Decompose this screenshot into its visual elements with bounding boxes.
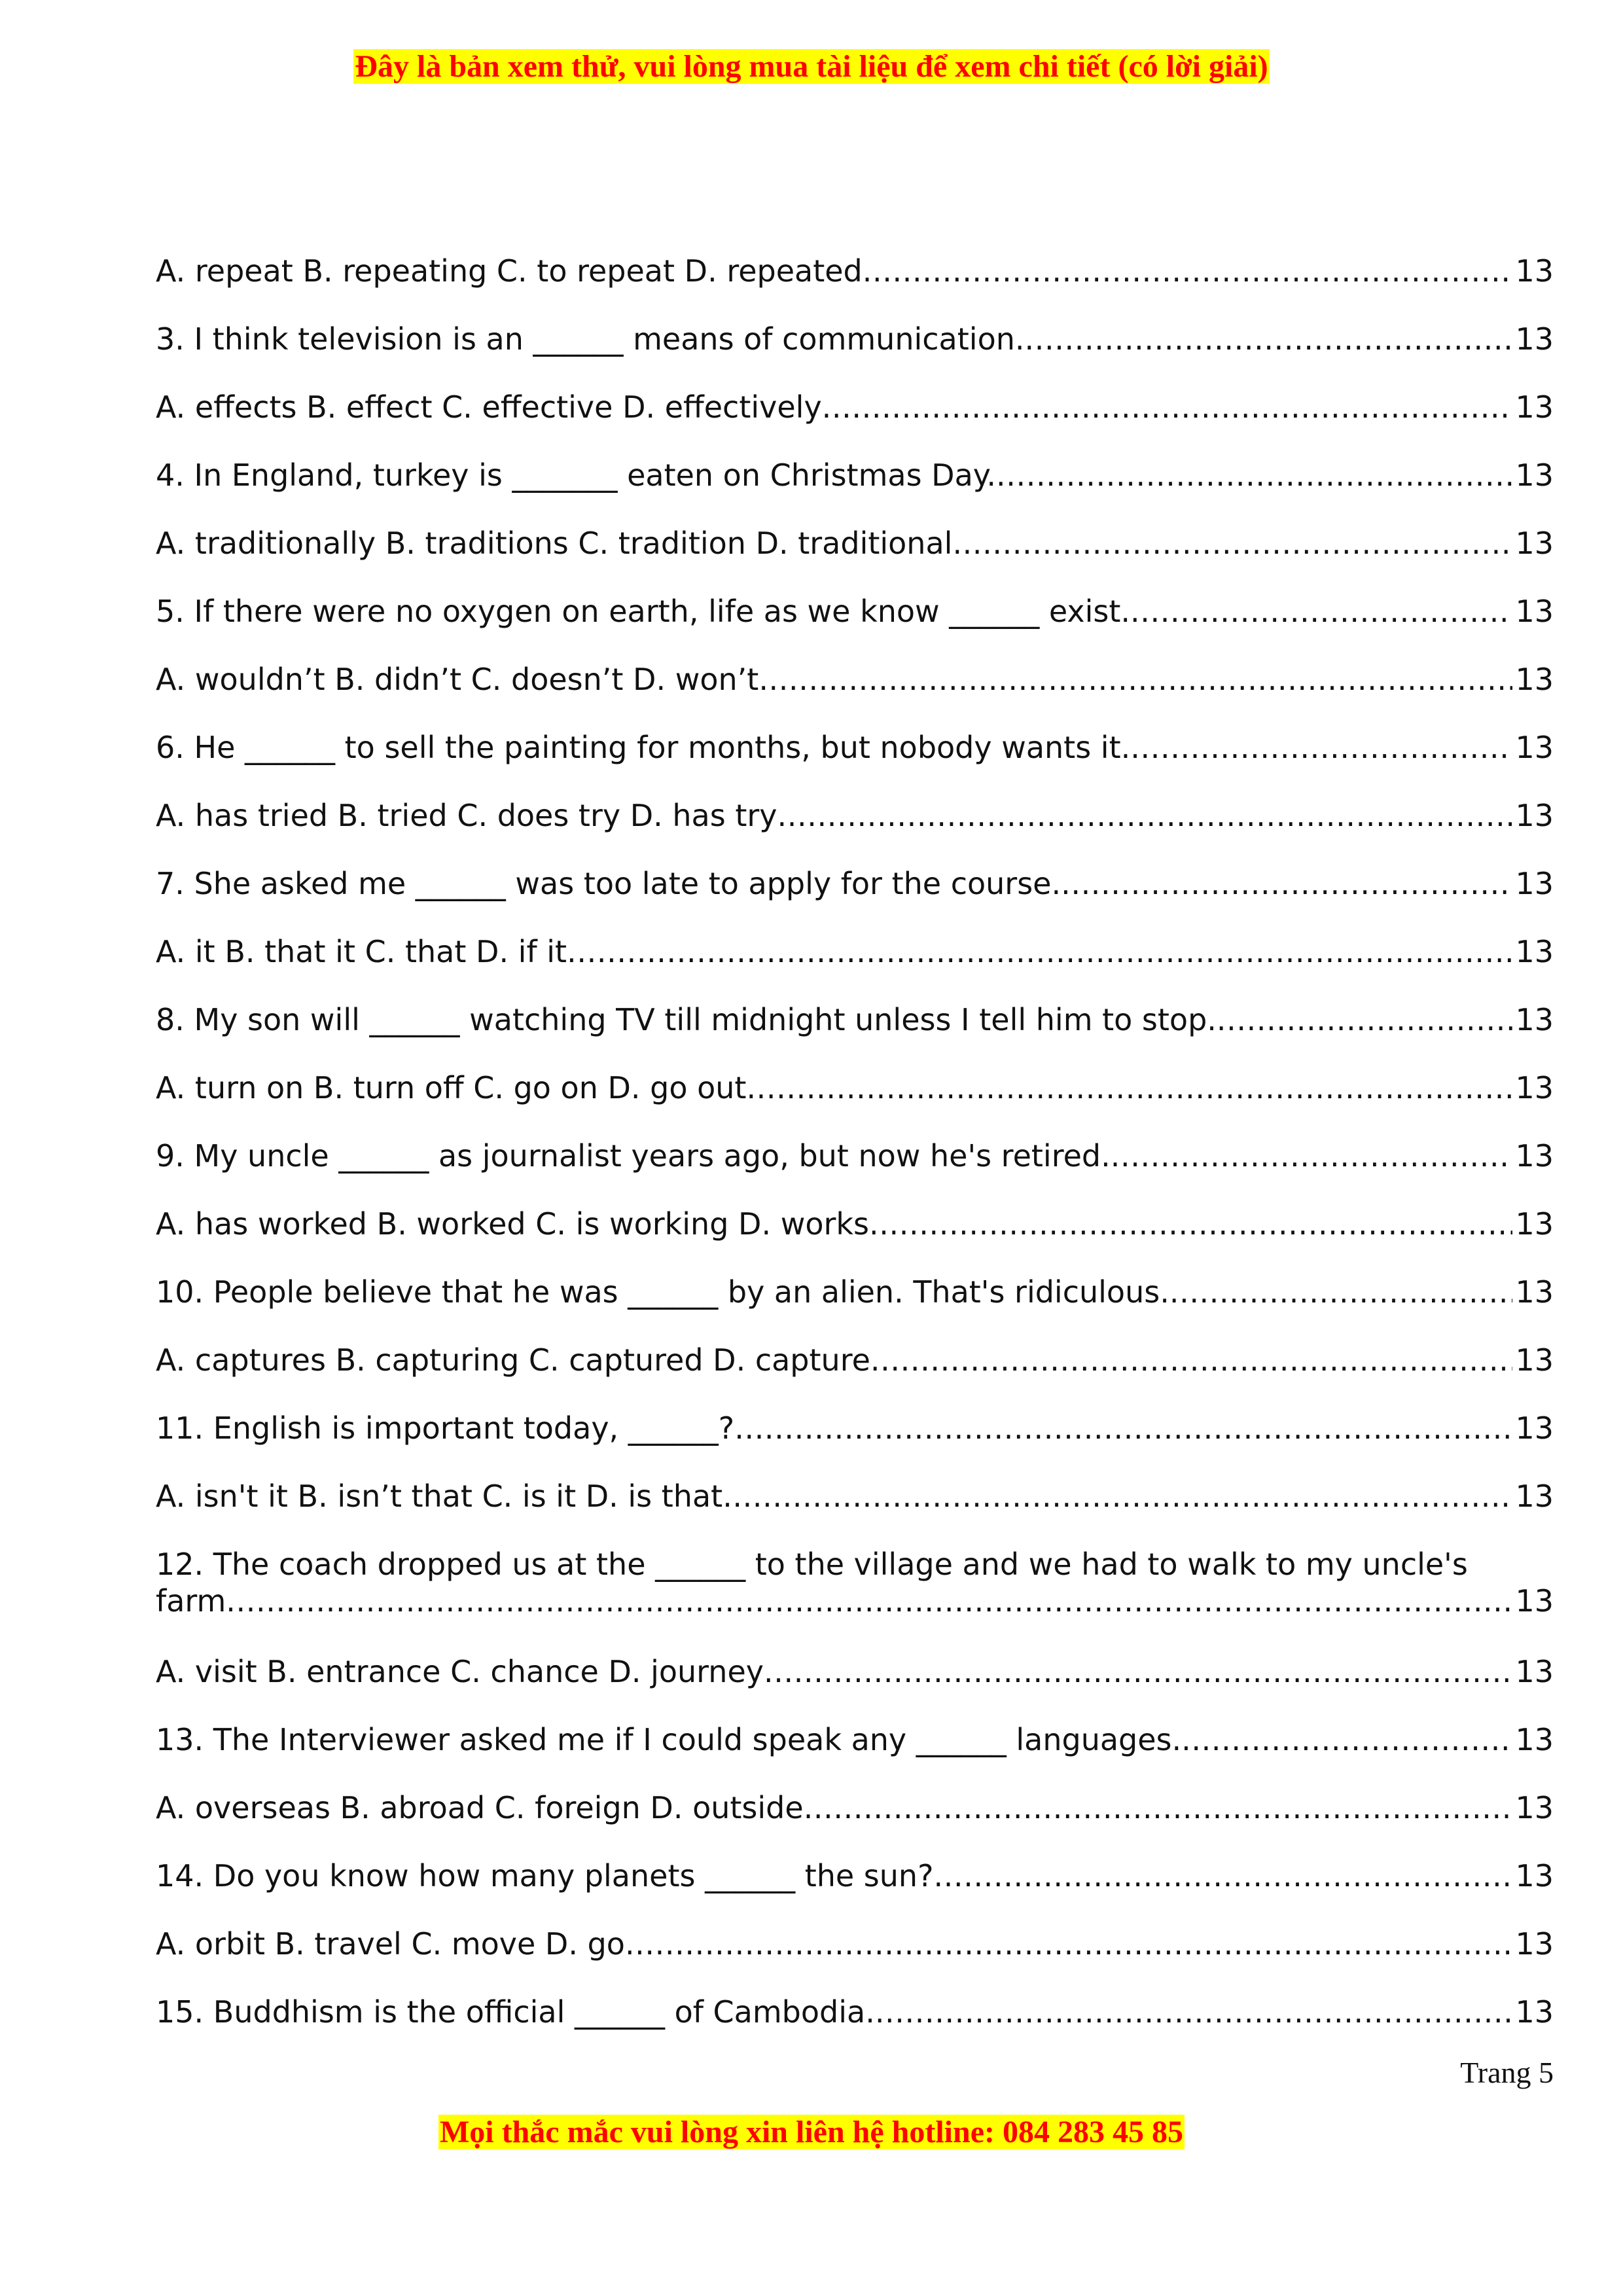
hotline-text: Mọi thắc mắc vui lòng xin liên hệ hotline: 084 283 45 85 — [439, 2115, 1183, 2149]
toc-entry-text: 9. My uncle ______ as journalist years ago, but now he's retired. — [156, 1138, 1111, 1174]
toc-entry[interactable] — [156, 1206, 1554, 1274]
toc-entry[interactable] — [156, 525, 1554, 593]
toc-entry-text: A. effects B. effect C. effective D. effectively — [156, 389, 822, 425]
toc-entry-text: 10. People believe that he was ______ by an alien. That's ridiculous. — [156, 1274, 1169, 1310]
toc-entry-text: 5. If there were no oxygen on earth, life as we know ______ exist. — [156, 594, 1131, 629]
toc-entry-text: 14. Do you know how many planets ______ the sun? — [156, 1858, 934, 1893]
toc-entry[interactable] — [156, 1478, 1554, 1546]
toc-entry-text: 6. He ______ to sell the painting for months, but nobody wants it. — [156, 730, 1131, 765]
toc-entry-text: 11. English is important today, ______? — [156, 1410, 735, 1446]
dot-leader — [1111, 1138, 1513, 1174]
toc-entry[interactable] — [156, 729, 1554, 797]
toc-entry-text: 15. Buddhism is the official ______ of Cambodia. — [156, 1994, 875, 2030]
dot-leader — [764, 1653, 1512, 1690]
toc-page-number: 13 — [1515, 1994, 1554, 2030]
toc-entry[interactable] — [156, 661, 1554, 729]
toc-entry-text: A. isn't it B. isn’t that C. is it D. is that — [156, 1479, 723, 1514]
toc-page-number: 13 — [1515, 1654, 1554, 1689]
toc-page-number: 13 — [1515, 1722, 1554, 1757]
toc-entry-text: 13. The Interviewer asked me if I could speak any ______ languages. — [156, 1722, 1182, 1757]
dot-leader — [777, 797, 1513, 834]
toc-entry-text: 8. My son will ______ watching TV till midnight unless I tell him to stop. — [156, 1002, 1217, 1037]
dot-leader — [746, 1069, 1512, 1106]
toc-entry[interactable] — [156, 1274, 1554, 1342]
dot-leader — [934, 1857, 1513, 1894]
toc-entry[interactable] — [156, 1653, 1554, 1721]
toc-entry[interactable] — [156, 1721, 1554, 1789]
table-of-contents — [156, 253, 1554, 2062]
toc-entry-text: A. turn on B. turn off C. go on D. go out — [156, 1070, 747, 1105]
dot-leader — [1130, 729, 1512, 766]
toc-entry[interactable] — [156, 457, 1554, 525]
toc-page-number: 13 — [1515, 1002, 1554, 1037]
dot-leader — [1181, 1721, 1512, 1758]
toc-entry-text: A. traditionally B. traditions C. tradition D. traditional — [156, 526, 953, 561]
toc-entry[interactable] — [156, 1410, 1554, 1478]
toc-page-number: 13 — [1515, 594, 1554, 629]
toc-page-number: 13 — [1515, 1206, 1554, 1242]
toc-page-number: 13 — [1515, 1583, 1554, 1619]
dot-leader — [567, 933, 1512, 970]
toc-entry[interactable] — [156, 1994, 1554, 2062]
preview-notice-banner — [0, 48, 1623, 84]
toc-page-number: 13 — [1515, 1410, 1554, 1446]
dot-leader — [226, 1583, 1512, 1619]
dot-leader — [996, 457, 1512, 493]
toc-page-number: 13 — [1515, 1479, 1554, 1514]
hotline-banner — [0, 2114, 1623, 2150]
dot-leader — [863, 253, 1513, 289]
toc-page-number: 13 — [1515, 662, 1554, 697]
toc-entry-text: A. wouldn’t B. didn’t C. doesn’t D. won’t — [156, 662, 759, 697]
dot-leader — [1130, 593, 1512, 630]
dot-leader — [722, 1478, 1512, 1515]
toc-entry[interactable] — [156, 1138, 1554, 1206]
dot-leader — [870, 1342, 1513, 1378]
toc-entry[interactable] — [156, 593, 1554, 661]
page-number: Trang 5 — [1460, 2056, 1554, 2089]
toc-page-number: 13 — [1515, 389, 1554, 425]
toc-page-number: 13 — [1515, 321, 1554, 357]
toc-entry[interactable] — [156, 865, 1554, 933]
dot-leader — [804, 1789, 1513, 1826]
toc-entry[interactable] — [156, 797, 1554, 865]
toc-entry-text: 4. In England, turkey is _______ eaten on Christmas Day. — [156, 457, 997, 493]
dot-leader — [869, 1206, 1512, 1242]
dot-leader — [952, 525, 1512, 562]
toc-page-number: 13 — [1515, 1274, 1554, 1310]
toc-page-number: 13 — [1515, 730, 1554, 765]
toc-page-number: 13 — [1515, 526, 1554, 561]
dot-leader — [1169, 1274, 1513, 1310]
dot-leader — [734, 1410, 1512, 1446]
toc-entry-text: A. orbit B. travel C. move D. go — [156, 1926, 625, 1962]
toc-entry[interactable] — [156, 389, 1554, 457]
toc-entry-text: A. has tried B. tried C. does try D. has try — [156, 798, 777, 833]
toc-page-number: 13 — [1515, 1342, 1554, 1378]
toc-entry[interactable] — [156, 933, 1554, 1001]
dot-leader — [822, 389, 1513, 425]
toc-page-number: 13 — [1515, 934, 1554, 969]
toc-page-number: 13 — [1515, 1070, 1554, 1105]
toc-page-number: 13 — [1515, 253, 1554, 289]
toc-entry[interactable] — [156, 321, 1554, 389]
toc-entry-text: A. visit B. entrance C. chance D. journey — [156, 1654, 764, 1689]
toc-entry-text: 12. The coach dropped us at the ______ to the village and we had to walk to my uncle's — [156, 1547, 1468, 1582]
toc-page-number: 13 — [1515, 1138, 1554, 1174]
toc-page-number: 13 — [1515, 457, 1554, 493]
toc-entry-text: A. has worked B. worked C. is working D. works — [156, 1206, 869, 1242]
dot-leader — [1061, 865, 1512, 902]
dot-leader — [1025, 321, 1513, 357]
toc-page-number: 13 — [1515, 1926, 1554, 1962]
toc-entry[interactable] — [156, 1001, 1554, 1069]
toc-entry-text-continued: farm — [156, 1583, 226, 1619]
preview-notice-text: Đây là bản xem thử, vui lòng mua tài liệu để xem chi tiết (có lời giải) — [355, 49, 1268, 84]
toc-entry[interactable] — [156, 1069, 1554, 1138]
toc-entry-text: A. captures B. capturing C. captured D. capture — [156, 1342, 870, 1378]
dot-leader — [625, 1926, 1513, 1962]
toc-entry-text: A. it B. that it C. that D. if it — [156, 934, 567, 969]
toc-entry-text: 3. I think television is an ______ means of communication. — [156, 321, 1025, 357]
toc-entry[interactable] — [156, 253, 1554, 321]
toc-page-number: 13 — [1515, 1858, 1554, 1893]
toc-entry[interactable] — [156, 1342, 1554, 1410]
toc-entry[interactable] — [156, 1926, 1554, 1994]
dot-leader — [875, 1994, 1513, 2030]
toc-entry-text: 7. She asked me ______ was too late to apply for the course. — [156, 866, 1061, 901]
toc-entry-text: A. overseas B. abroad C. foreign D. outside — [156, 1790, 804, 1825]
toc-entry[interactable] — [156, 1857, 1554, 1926]
toc-entry-text: A. repeat B. repeating C. to repeat D. repeated — [156, 253, 863, 289]
toc-page-number: 13 — [1515, 866, 1554, 901]
dot-leader — [758, 661, 1512, 698]
toc-page-number: 13 — [1515, 798, 1554, 833]
toc-page-number: 13 — [1515, 1790, 1554, 1825]
dot-leader — [1217, 1001, 1513, 1038]
toc-entry[interactable] — [156, 1546, 1554, 1653]
toc-entry[interactable] — [156, 1789, 1554, 1857]
